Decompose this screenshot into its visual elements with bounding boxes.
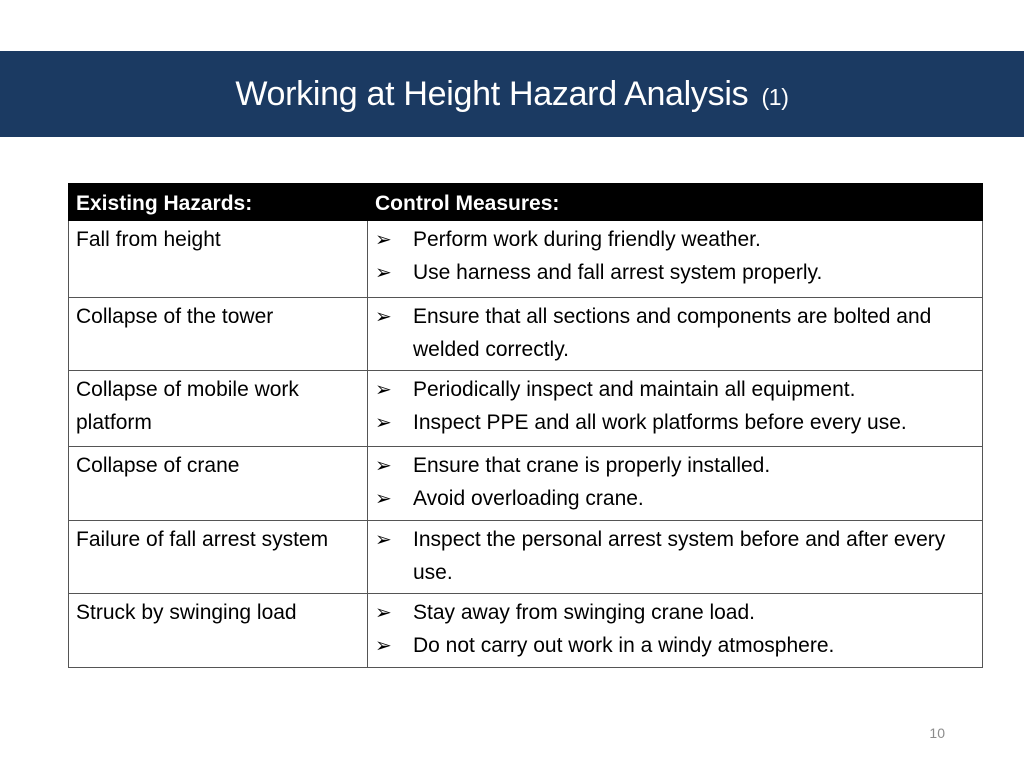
hazard-cell: Struck by swinging load — [69, 594, 368, 668]
hazard-cell: Collapse of crane — [69, 447, 368, 521]
table-row — [69, 298, 983, 371]
hazard-cell: Collapse of mobile work platform — [69, 371, 368, 447]
arrow-bullet-icon: ➢ — [375, 633, 392, 657]
arrow-bullet-icon: ➢ — [375, 227, 392, 251]
control-measures-list — [375, 449, 975, 515]
control-measure-text: Periodically inspect and maintain all equipment. — [413, 378, 856, 401]
slide-title-suffix: (1) — [761, 83, 789, 110]
control-measure-text: Ensure that crane is properly installed. — [413, 454, 771, 477]
title-band — [0, 51, 1024, 137]
control-measure-text: Avoid overloading crane. — [413, 487, 644, 510]
table-row — [69, 521, 983, 594]
page-number: 10 — [929, 725, 945, 741]
control-measure-item — [375, 482, 975, 515]
control-measure-text: Inspect PPE and all work platforms before every use. — [413, 411, 907, 434]
control-measure-item — [375, 300, 975, 366]
control-measures-list — [375, 300, 975, 366]
header-existing-hazards: Existing Hazards: — [69, 184, 368, 221]
control-measure-item — [375, 629, 975, 662]
slide-title — [235, 75, 788, 114]
control-measure-item — [375, 596, 975, 629]
arrow-bullet-icon: ➢ — [375, 377, 392, 401]
control-measure-item — [375, 523, 975, 589]
control-measures-cell — [368, 298, 983, 371]
control-measure-item — [375, 373, 975, 406]
arrow-bullet-icon: ➢ — [375, 304, 392, 328]
control-measures-cell — [368, 447, 983, 521]
control-measure-text: Perform work during friendly weather. — [413, 228, 761, 251]
hazard-cell: Failure of fall arrest system — [69, 521, 368, 594]
header-control-measures: Control Measures: — [368, 184, 983, 221]
control-measure-item — [375, 449, 975, 482]
control-measure-text: Use harness and fall arrest system properly. — [413, 261, 823, 284]
control-measure-item — [375, 406, 975, 439]
control-measures-cell — [368, 594, 983, 668]
arrow-bullet-icon: ➢ — [375, 453, 392, 477]
control-measures-cell — [368, 221, 983, 298]
control-measure-item — [375, 223, 975, 256]
arrow-bullet-icon: ➢ — [375, 600, 392, 624]
table-row — [69, 221, 983, 298]
control-measures-list — [375, 523, 975, 589]
control-measure-text: Ensure that all sections and components are bolted and welded correctly. — [413, 305, 932, 361]
hazard-cell: Collapse of the tower — [69, 298, 368, 371]
control-measure-text: Inspect the personal arrest system before and after every use. — [413, 528, 946, 584]
arrow-bullet-icon: ➢ — [375, 486, 392, 510]
table-body — [69, 221, 983, 668]
table-row — [69, 447, 983, 521]
control-measures-list — [375, 373, 975, 439]
control-measure-text: Do not carry out work in a windy atmosphere. — [413, 634, 835, 657]
table-header-row — [69, 184, 983, 221]
control-measures-cell — [368, 371, 983, 447]
control-measures-list — [375, 223, 975, 289]
arrow-bullet-icon: ➢ — [375, 527, 392, 551]
control-measures-list — [375, 596, 975, 662]
control-measure-text: Stay away from swinging crane load. — [413, 601, 755, 624]
table-row — [69, 594, 983, 668]
arrow-bullet-icon: ➢ — [375, 260, 392, 284]
control-measures-cell — [368, 521, 983, 594]
hazard-cell: Fall from height — [69, 221, 368, 298]
hazard-table — [68, 183, 983, 668]
slide-title-text: Working at Height Hazard Analysis — [235, 74, 749, 113]
table-row — [69, 371, 983, 447]
control-measure-item — [375, 256, 975, 289]
arrow-bullet-icon: ➢ — [375, 410, 392, 434]
